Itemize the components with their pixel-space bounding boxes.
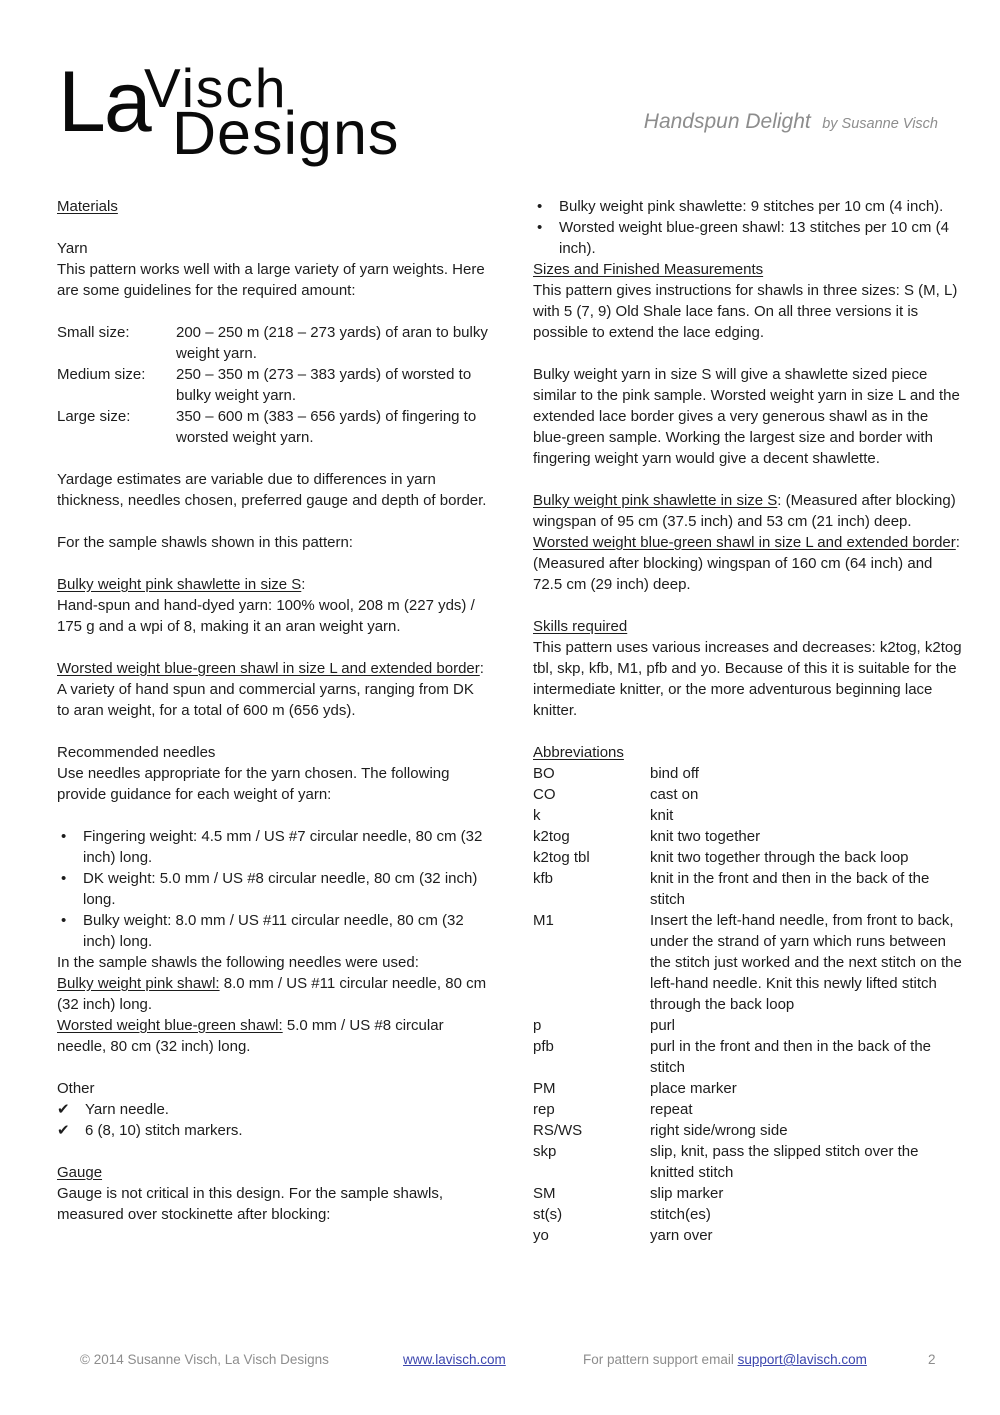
measurement-pink-lead: Bulky weight pink shawlette in size S bbox=[533, 492, 778, 509]
other-section bbox=[57, 1078, 489, 1141]
size-value: 350 – 600 m (383 – 656 yards) of fingering to worsted weight yarn. bbox=[176, 408, 477, 446]
check-item-label: Yarn needle. bbox=[85, 1101, 169, 1118]
yarn-sample-bluegreen bbox=[57, 658, 489, 721]
abbr: PM bbox=[533, 1080, 556, 1097]
yardage-note: Yardage estimates are variable due to differences in yarn thickness, needles chosen, preferred gauge and depth of border. bbox=[57, 471, 487, 509]
pattern-title: Handspun Delight bbox=[643, 110, 811, 133]
yarn-sample-bluegreen-lead: Worsted weight blue-green shawl in size L and extended border bbox=[57, 660, 480, 677]
abbr: kfb bbox=[533, 870, 554, 887]
copyright-text: © 2014 Susanne Visch, La Visch Designs bbox=[80, 1352, 329, 1367]
table-row bbox=[533, 1099, 965, 1120]
list-item bbox=[57, 1099, 489, 1120]
table-row bbox=[57, 322, 489, 364]
abbr-desc: slip, knit, pass the slipped stitch over the knitted stitch bbox=[650, 1143, 919, 1181]
lavisch-logo bbox=[58, 54, 400, 185]
abbr-desc: purl bbox=[650, 1017, 676, 1034]
abbr-desc: cast on bbox=[650, 786, 699, 803]
colon: : bbox=[301, 576, 306, 593]
gauge-bullet-list bbox=[533, 196, 965, 259]
size-label: Small size: bbox=[57, 324, 130, 341]
abbr-desc: knit two together through the back loop bbox=[650, 849, 909, 866]
abbr: M1 bbox=[533, 912, 554, 929]
abbr-desc: repeat bbox=[650, 1101, 693, 1118]
check-icon: ✔ bbox=[57, 1122, 70, 1139]
other-checklist bbox=[57, 1099, 489, 1141]
size-value: 250 – 350 m (273 – 383 yards) of worsted to bulky weight yarn. bbox=[176, 366, 472, 404]
measurement-pink-text: : (Measured after blocking) wingspan of 95 cm (37.5 inch) and 53 cm (21 inch) deep. bbox=[533, 492, 956, 530]
table-row bbox=[533, 1141, 965, 1183]
table-row bbox=[533, 784, 965, 805]
logo-la-text: La bbox=[58, 54, 150, 150]
table-row bbox=[533, 1120, 965, 1141]
needles-heading: Recommended needles bbox=[57, 744, 216, 761]
abbr-desc: right side/wrong side bbox=[650, 1122, 788, 1139]
abbr-desc: knit bbox=[650, 807, 674, 824]
measurement-pink bbox=[533, 490, 965, 532]
needles-used-pink-text: 8.0 mm / US #11 circular needle, 80 cm (32 inch) long. bbox=[57, 975, 487, 1013]
yarn-intro: This pattern works well with a large variety of yarn weights. Here are some guidelines for the required amount: bbox=[57, 261, 485, 299]
abbr: CO bbox=[533, 786, 556, 803]
abbr-desc: Insert the left-hand needle, from front to back, under the strand of yarn which runs between the stitch just worked and the next stitch on the left-hand needle. Knit this newly lifted stitch through the back loop bbox=[650, 912, 962, 1013]
abbr: SM bbox=[533, 1185, 556, 1202]
support-prefix: For pattern support email bbox=[583, 1352, 738, 1367]
document-title bbox=[644, 110, 938, 134]
abbr-desc: slip marker bbox=[650, 1185, 724, 1202]
measurement-bluegreen bbox=[533, 532, 965, 595]
list-item: • DK weight: 5.0 mm / US #8 circular needle, 80 cm (32 inch) long. bbox=[57, 868, 489, 910]
yarn-sample-pink-lead: Bulky weight pink shawlette in size S bbox=[57, 576, 302, 593]
table-row bbox=[533, 1036, 965, 1078]
abbr: RS/WS bbox=[533, 1122, 583, 1139]
table-row bbox=[533, 910, 965, 1015]
list-item: • Bulky weight pink shawlette: 9 stitches per 10 cm (4 inch). bbox=[533, 196, 965, 217]
abbr: k bbox=[533, 807, 541, 824]
table-row bbox=[533, 1183, 965, 1204]
table-row bbox=[533, 763, 965, 784]
table-row bbox=[533, 805, 965, 826]
abbr: rep bbox=[533, 1101, 555, 1118]
sizes-detail-paragraph: Bulky weight yarn in size S will give a shawlette sized piece similar to the pink sample. Worsted weight yarn in size L and the extended lace border gives a very generous shawl as in the blue-green sample. Working the largest size and border with fingering weight yarn would give a decent shawlette. bbox=[533, 366, 960, 467]
size-label: Medium size: bbox=[57, 366, 146, 383]
yarn-heading: Yarn bbox=[57, 240, 88, 257]
gauge-text: Gauge is not critical in this design. For the sample shawls, measured over stockinette after blocking: bbox=[57, 1185, 444, 1223]
skills-text: This pattern uses various increases and decreases: k2tog, k2tog tbl, skp, kfb, M1, pfb and yo. Because of this it is suitable for the intermediate knitter, or the more adventurous beginning lace knitter. bbox=[533, 639, 962, 719]
abbr: p bbox=[533, 1017, 542, 1034]
needles-section bbox=[57, 742, 489, 805]
pattern-byline: by Susanne Visch bbox=[822, 116, 938, 132]
yarn-size-table bbox=[57, 322, 489, 448]
abbr: skp bbox=[533, 1143, 557, 1160]
abbr: BO bbox=[533, 765, 555, 782]
page-number: 2 bbox=[928, 1352, 936, 1367]
right-column bbox=[533, 196, 965, 1246]
abbr-desc: yarn over bbox=[650, 1227, 713, 1244]
needles-used-bluegreen-text: 5.0 mm / US #8 circular needle, 80 cm (32 inch) long. bbox=[57, 1017, 444, 1055]
logo-visch-text: Visch bbox=[144, 57, 288, 119]
measurements-section bbox=[533, 490, 965, 595]
skills-heading: Skills required bbox=[533, 618, 628, 635]
skills-section bbox=[533, 616, 965, 721]
measurement-bluegreen-lead: Worsted weight blue-green shawl in size L and extended border bbox=[533, 534, 956, 551]
needles-used-section bbox=[57, 952, 489, 1057]
list-item: • Bulky weight: 8.0 mm / US #11 circular needle, 80 cm (32 inch) long. bbox=[57, 910, 489, 952]
left-column bbox=[57, 196, 489, 1225]
abbr-desc: stitch(es) bbox=[650, 1206, 711, 1223]
table-row bbox=[533, 868, 965, 910]
needles-used-bluegreen bbox=[57, 1015, 489, 1057]
table-row bbox=[533, 847, 965, 868]
table-row bbox=[533, 1225, 965, 1246]
abbr: st(s) bbox=[533, 1206, 563, 1223]
colon: : bbox=[479, 660, 484, 677]
sizes-section bbox=[533, 259, 965, 343]
abbr-desc: knit two together bbox=[650, 828, 761, 845]
yarn-section bbox=[57, 238, 489, 301]
table-row bbox=[57, 364, 489, 406]
abbr: yo bbox=[533, 1227, 549, 1244]
needle-bullet-list bbox=[57, 826, 489, 952]
gauge-section bbox=[57, 1162, 489, 1225]
samples-intro: For the sample shawls shown in this pattern: bbox=[57, 534, 353, 551]
website-link[interactable]: www.lavisch.com bbox=[403, 1352, 506, 1367]
logo-designs-text: Designs bbox=[172, 99, 400, 167]
gauge-heading: Gauge bbox=[57, 1164, 103, 1181]
materials-heading: Materials bbox=[57, 198, 118, 215]
abbr-desc: knit in the front and then in the back of the stitch bbox=[650, 870, 930, 908]
list-item: • Fingering weight: 4.5 mm / US #7 circular needle, 80 cm (32 inch) long. bbox=[57, 826, 489, 868]
list-item: • Worsted weight blue-green shawl: 13 stitches per 10 cm (4 inch). bbox=[533, 217, 965, 259]
needles-used-bluegreen-lead: Worsted weight blue-green shawl: bbox=[57, 1017, 283, 1034]
yarn-sample-bluegreen-text: A variety of hand spun and commercial yarns, ranging from DK to aran weight, for a total of 600 m (656 yds). bbox=[57, 681, 474, 719]
table-row bbox=[533, 1204, 965, 1225]
sizes-heading: Sizes and Finished Measurements bbox=[533, 261, 764, 278]
sizes-intro: This pattern gives instructions for shawls in three sizes: S (M, L) with 5 (7, 9) Old Shale lace fans. On all three versions it is possible to extend the lace edging. bbox=[533, 282, 958, 341]
table-row bbox=[533, 1015, 965, 1036]
size-label: Large size: bbox=[57, 408, 131, 425]
abbr-desc: place marker bbox=[650, 1080, 737, 1097]
check-icon: ✔ bbox=[57, 1101, 70, 1118]
table-row bbox=[533, 826, 965, 847]
list-item bbox=[57, 1120, 489, 1141]
support-email-link[interactable]: support@lavisch.com bbox=[737, 1352, 867, 1367]
abbr-desc: bind off bbox=[650, 765, 699, 782]
abbreviations-section bbox=[533, 742, 965, 1246]
abbr: k2tog tbl bbox=[533, 849, 590, 866]
size-value: 200 – 250 m (218 – 273 yards) of aran to bulky weight yarn. bbox=[176, 324, 488, 362]
abbr: pfb bbox=[533, 1038, 554, 1055]
abbr-desc: purl in the front and then in the back of the stitch bbox=[650, 1038, 932, 1076]
needles-used-pink-lead: Bulky weight pink shawl: bbox=[57, 975, 220, 992]
yarn-sample-pink-text: Hand-spun and hand-dyed yarn: 100% wool, 208 m (227 yds) / 175 g and a wpi of 8, making it an aran weight yarn. bbox=[57, 597, 475, 635]
page-footer bbox=[0, 1351, 1000, 1371]
support-text bbox=[583, 1351, 867, 1369]
abbreviations-heading: Abbreviations bbox=[533, 744, 624, 761]
check-item-label: 6 (8, 10) stitch markers. bbox=[85, 1122, 243, 1139]
yarn-sample-pink bbox=[57, 574, 489, 637]
other-heading: Other bbox=[57, 1080, 95, 1097]
abbr: k2tog bbox=[533, 828, 570, 845]
measurement-bluegreen-text: : (Measured after blocking) wingspan of 160 cm (64 inch) and 72.5 cm (29 inch) deep. bbox=[533, 534, 960, 593]
needles-intro: Use needles appropriate for the yarn chosen. The following provide guidance for each weight of yarn: bbox=[57, 765, 450, 803]
table-row bbox=[57, 406, 489, 448]
table-row bbox=[533, 1078, 965, 1099]
needles-used-intro: In the sample shawls the following needles were used: bbox=[57, 954, 419, 971]
needles-used-pink bbox=[57, 973, 489, 1015]
